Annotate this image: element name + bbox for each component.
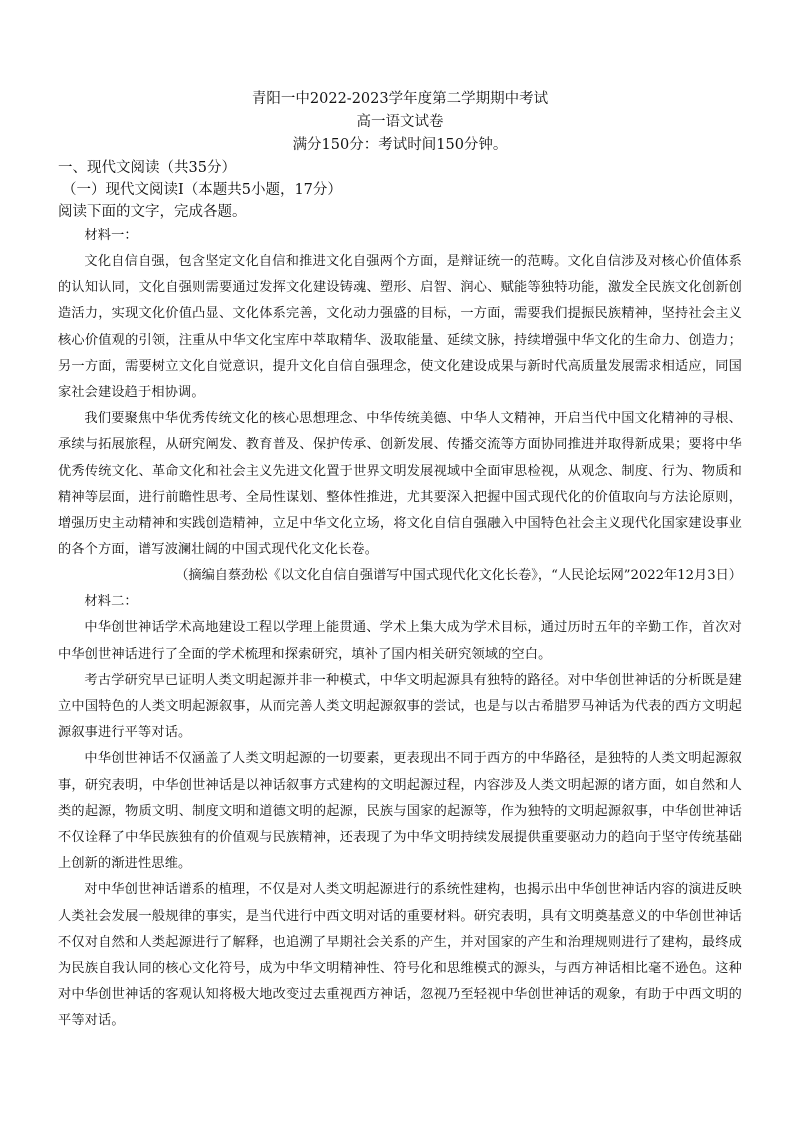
material-2-paragraph-2: 考古学研究早已证明人类文明起源并非一种模式，中华文明起源具有独特的路径。对中华创世神话的分析既是建立中国特色的人类文明起源叙事，从而完善人类文明起源叙事的尝试，也是与以古希腊罗马神话为代表的西方文明起源叙事进行平等对话。 xyxy=(58,672,742,741)
material-1-paragraph-2: 我们要聚焦中华优秀传统文化的核心思想理念、中华传统美德、中华人文精神，开启当代中国文化精神的寻根、承续与拓展旅程，从研究阐发、教育普及、保护传承、创新发展、传播交流等方面协同推进并取得新成果；要将中华优秀传统文化、革命文化和社会主义先进文化置于世界文明发展视域中全面审思检视，从观念、制度、行为、物质和精神等层面，进行前瞻性思考、全局性谋划、整体性推进，尤其要深入把握中国式现代化的价值取向与方法论原则，增强历史主动精神和实践创造精神，立足中华文化立场，将文化自信自强融入中国特色社会主义现代化国家建设事业的各个方面，谱写波澜壮阔的中国式现代化文化长卷。 xyxy=(58,411,742,558)
exam-subject: 高一语文试卷 xyxy=(356,114,444,130)
material-2-label: 材料二： xyxy=(84,594,138,610)
exam-score-time: 满分150分：考试时间150分钟。 xyxy=(292,137,508,153)
material-2-paragraph-4: 对中华创世神话谱系的植理，不仅是对人类文明起源进行的系统性建构，也揭示出中华创世神话内容的演进反映人类社会发展一般规律的事实，是当代进行中西文明对话的重要材料。研究表明，具有文明奠基意义的中华创世神话不仅对自然和人类起源进行了解释，也追溯了早期社会关系的产生，并对国家的产生和治理规则进行了建构，最终成为民族自我认同的核心文化符号，成为中华文明精神性、符号化和思维模式的源头，与西方神话相比毫不逊色。这种对中华创世神话的客观认知将极大地改变过去重视西方神话，忽视乃至轻视中华创世神话的观象，有助于中西文明的平等对话。 xyxy=(58,882,742,1029)
material-2-paragraph-1: 中华创世神话学术高地建设工程以学理上能贯通、学术上集大成为学术目标，通过历时五年的辛勤工作，首次对中华创世神话进行了全面的学术梳理和探索研究，填补了国内相关研究领域的空白。 xyxy=(58,620,742,662)
material-1-paragraph-1: 文化自信自强，包含坚定文化自信和推进文化自强两个方面，是辩证统一的范畴。文化自信涉及对核心价值体系的认知认同，文化自强则需要通过发挥文化建设铸魂、塑形、启智、润心、赋能等独特功能，激发全民族文化创新创造活力，实现文化价值凸显、文化体系完善，文化动力强盛的目标，一方面，需要我们提振民族精神，坚持社会主义核心价值观的引领，注重从中华文化宝库中萃取精华、汲取能量、延续文脉，持续增强中华文化的生命力、创造力；另一方面，需要树立文化自觉意识，提升文化自信自强理念，使文化建设成果与新时代高质量发展需求相适应，同国家社会建设趋于相协调。 xyxy=(58,254,742,401)
exam-title: 青阳一中2022-2023学年度第二学期期中考试 xyxy=(251,91,549,107)
material-2-paragraph-3: 中华创世神话不仅涵盖了人类文明起源的一切要素，更表现出不同于西方的中华路径，是独特的人类文明起源叙事，研究表明，中华创世神话是以神话叙事方式建构的文明起源过程，内容涉及人类文明起源的诸方面，如自然和人类的起源，物质文明、制度文明和道德文明的起源，民族与国家的起源等，作为独特的文明起源叙事，中华创世神话不仅诠释了中华民族独有的价值观与民族精神，还表现了为中华文明持续发展提供重要驱动力的趋向于坚守传统基础上创新的渐进性思维。 xyxy=(58,751,742,872)
section-heading: 一、现代文阅读（共35分） xyxy=(58,160,236,176)
exam-header xyxy=(58,88,742,157)
reading-instruction: 阅读下面的文字，完成各题。 xyxy=(58,204,247,220)
subsection-heading: （一）现代文阅读Ⅰ（本题共5小题，17分） xyxy=(62,182,342,198)
material-1-label: 材料一： xyxy=(84,228,138,243)
material-1-source: （摘编自蔡劲松《以文化自信自强谱写中国式现代化文化长卷》，“人民论坛网”2022年12月3日） xyxy=(175,568,742,584)
exam-page xyxy=(58,88,742,1035)
